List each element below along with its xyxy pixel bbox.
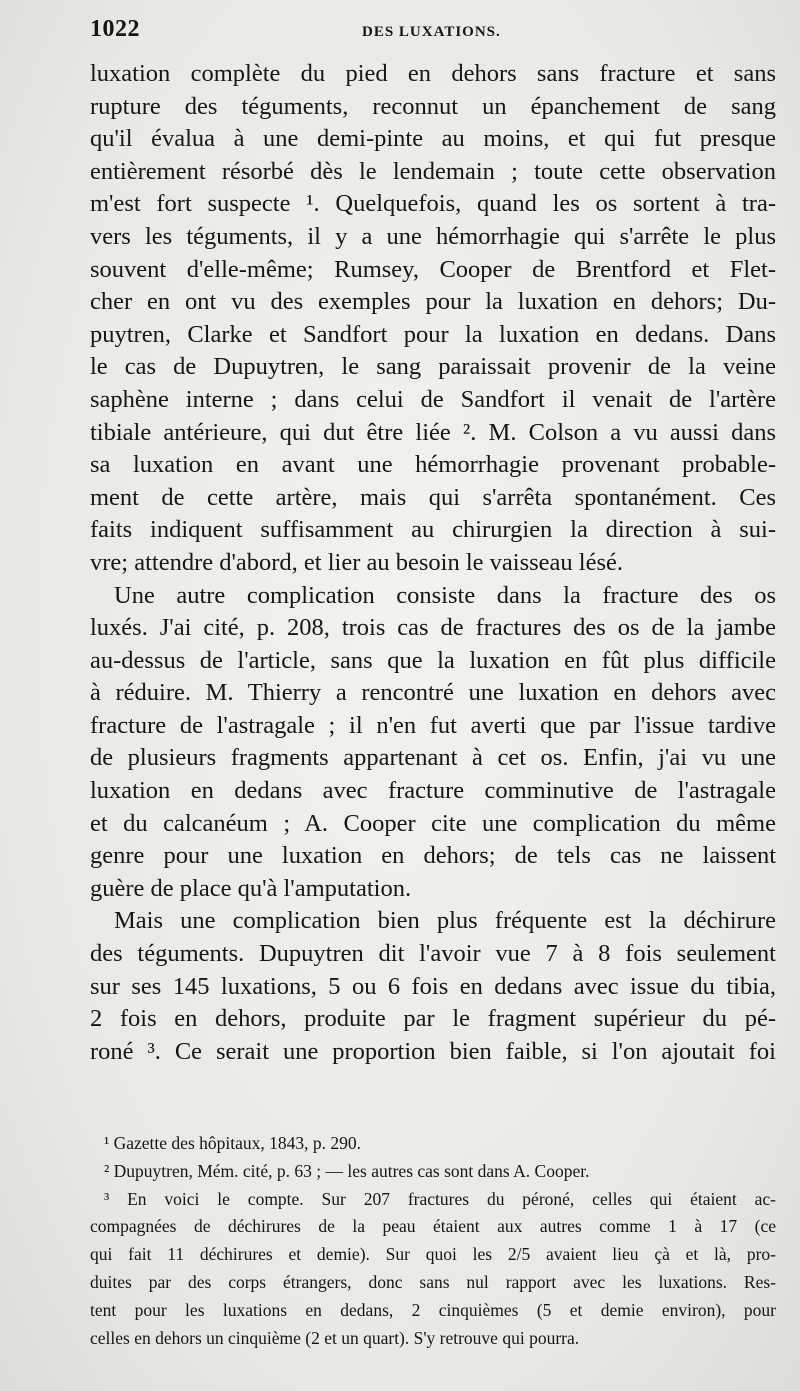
page-number: 1022	[90, 16, 140, 42]
footnote-2: ² Dupuytren, Mém. cité, p. 63 ; — les autres cas sont dans A. Cooper.	[104, 1160, 590, 1181]
paragraph-start-line: Une autre complication consiste dans la fracture des os	[114, 581, 776, 609]
text-line: m'est fort suspecte ¹. Quelquefois, quand les os sortent à tra-	[90, 190, 776, 218]
text-line: souvent d'elle-même; Rumsey, Cooper de Brentford et Flet-	[90, 255, 776, 283]
footnote-3-line: celles en dehors un cinquième (2 et un quart). S'y retrouve qui pourra.	[90, 1327, 580, 1348]
text-line: et du calcanéum ; A. Cooper cite une complication du même	[90, 809, 776, 837]
text-line: luxés. J'ai cité, p. 208, trois cas de fractures des os de la jambe	[90, 614, 776, 642]
text-line: tibiale antérieure, qui dut être liée ². M. Colson a vu aussi dans	[90, 418, 776, 446]
text-line: roné ³. Ce serait une proportion bien faible, si l'on ajoutait foi	[90, 1037, 776, 1065]
text-line: guère de place qu'à l'amputation.	[90, 874, 412, 902]
text-line: faits indiquent suffisamment au chirurgien la direction à sui-	[90, 516, 776, 544]
text-line: le cas de Dupuytren, le sang paraissait provenir de la veine	[90, 353, 776, 381]
footnote-1: ¹ Gazette des hôpitaux, 1843, p. 290.	[104, 1133, 361, 1153]
text-line: luxation complète du pied en dehors sans fracture et sans	[90, 60, 776, 87]
body-text	[90, 58, 776, 1068]
text-line: rupture des téguments, reconnut un épanchement de sang	[90, 92, 776, 120]
text-line: qu'il évalua à une demi-pinte au moins, et qui fut presque	[90, 125, 776, 153]
text-line: vre; attendre d'abord, et lier au besoin le vaisseau lésé.	[90, 548, 623, 576]
footnote-3: ³ En voici le compte. Sur 207 fractures du péroné, celles qui étaient ac-	[104, 1188, 776, 1209]
footnote-3-line: tent pour les luxations en dedans, 2 cinquièmes (5 et demie environ), pour	[90, 1299, 776, 1320]
text-line: ment de cette artère, mais qui s'arrêta spontanément. Ces	[90, 483, 776, 511]
text-line: à réduire. M. Thierry a rencontré une luxation en dehors avec	[90, 679, 776, 707]
text-line: genre pour une luxation en dehors; de tels cas ne laissent	[90, 842, 776, 870]
footnote-3-line: duites par des corps étrangers, donc sans nul rapport avec les luxations. Res-	[90, 1271, 776, 1292]
text-line: cher en ont vu des exemples pour la luxation en dehors; Du-	[90, 288, 776, 316]
text-line: saphène interne ; dans celui de Sandfort il venait de l'artère	[90, 385, 776, 413]
text-line: puytren, Clarke et Sandfort pour la luxation en dedans. Dans	[90, 320, 776, 348]
paragraph-start-line: Mais une complication bien plus fréquente est la déchirure	[114, 907, 776, 935]
text-line: entièrement résorbé dès le lendemain ; toute cette observation	[90, 157, 776, 185]
text-line: vers les téguments, il y a une hémorrhagie qui s'arrête le plus	[90, 222, 776, 250]
text-line: fracture de l'astragale ; il n'en fut averti que par l'issue tardive	[90, 711, 776, 739]
footnote-3-line: qui fait 11 déchirures et demie). Sur quoi les 2/5 avaient lieu çà et là, pro-	[90, 1244, 776, 1265]
text-line: 2 fois en dehors, produite par le fragment supérieur du pé-	[90, 1005, 776, 1033]
text-line: de plusieurs fragments appartenant à cet os. Enfin, j'ai vu une	[90, 744, 776, 772]
page-header	[90, 16, 776, 50]
text-line: luxation en dedans avec fracture comminutive de l'astragale	[90, 777, 776, 805]
text-line: au-dessus de l'article, sans que la luxation en fût plus difficile	[90, 646, 776, 674]
text-line: sur ses 145 luxations, 5 ou 6 fois en dedans avec issue du tibia,	[90, 972, 776, 1000]
footnote-3-line: compagnées de déchirures de la peau étaient aux autres comme 1 à 17 (ce	[90, 1216, 776, 1237]
footnotes	[90, 1130, 776, 1352]
text-line: sa luxation en avant une hémorrhagie provenant probable-	[90, 451, 776, 479]
text-line: des téguments. Dupuytren dit l'avoir vue 7 à 8 fois seulement	[90, 940, 776, 968]
running-head: DES LUXATIONS.	[362, 24, 501, 40]
